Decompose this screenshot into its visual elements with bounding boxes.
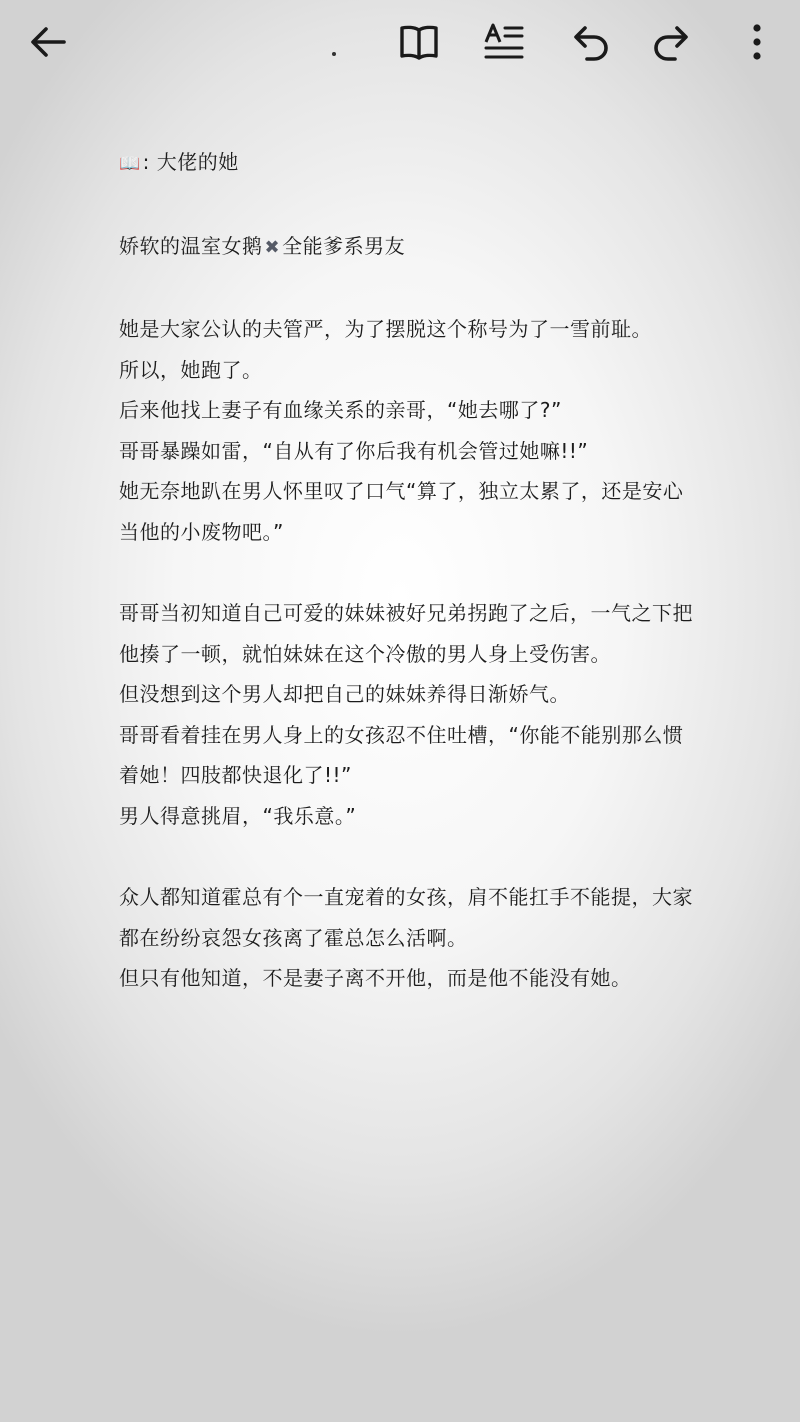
paragraph-line: 都在纷纷哀怨女孩离了霍总怎么活啊。 bbox=[119, 925, 468, 950]
more-options-button[interactable] bbox=[729, 14, 785, 70]
subtitle-left: 娇软的温室女鹅 bbox=[119, 233, 263, 258]
paragraph-line: 她无奈地趴在男人怀里叹了口气“算了，独立太累了，还是安心 bbox=[119, 479, 684, 503]
paragraph-spacer bbox=[119, 552, 719, 593]
paragraph-line: 哥哥当初知道自己可爱的妹妹被好兄弟拐跑了之后，一气之下把 bbox=[119, 601, 693, 625]
open-book-icon bbox=[397, 20, 441, 64]
paragraph-spacer bbox=[119, 836, 719, 877]
undo-icon bbox=[567, 20, 611, 64]
reading-mode-button[interactable] bbox=[391, 14, 447, 70]
paragraph-line: 哥哥暴躁如雷，“自从有了你后我有机会管过她嘛!!” bbox=[119, 438, 589, 463]
undo-button[interactable] bbox=[561, 14, 617, 70]
open-book-emoji-icon: 📖 bbox=[119, 154, 141, 174]
subtitle-right: 全能爹系男友 bbox=[282, 233, 406, 258]
paragraph-spacer bbox=[119, 185, 719, 226]
paragraph-line: 男人得意挑眉，“我乐意。” bbox=[119, 803, 357, 828]
more-vertical-icon bbox=[735, 20, 779, 64]
paragraph-line: 着她！四肢都快退化了!!” bbox=[119, 763, 352, 787]
redo-button[interactable] bbox=[645, 14, 701, 70]
paragraph-line: 后来他找上妻子有血缘关系的亲哥，“她去哪了?” bbox=[119, 398, 562, 422]
paragraph-line: 但没想到这个男人却把自己的妹妹养得日渐娇气。 bbox=[119, 682, 570, 706]
paragraph-line: 她是大家公认的夫管严，为了摆脱这个称号为了一雪前耻。 bbox=[119, 317, 652, 341]
paragraph-line: 哥哥看着挂在男人身上的女孩忍不住吐槽，“你能不能别那么惯 bbox=[119, 722, 684, 747]
paragraph-line: 所以，她跑了。 bbox=[119, 357, 263, 382]
text-format-icon bbox=[482, 20, 526, 64]
text-format-button[interactable] bbox=[476, 14, 532, 70]
cursor-dot bbox=[332, 52, 336, 56]
note-body[interactable] bbox=[119, 142, 719, 999]
arrow-left-icon bbox=[26, 20, 70, 64]
paragraph-spacer bbox=[119, 268, 719, 309]
heavy-x-icon: ✖ bbox=[264, 236, 281, 258]
editor-toolbar bbox=[0, 0, 800, 90]
paragraph-line: 众人都知道霍总有个一直宠着的女孩，肩不能扛手不能提，大家 bbox=[119, 885, 693, 909]
paragraph-line: 但只有他知道，不是妻子离不开他，而是他不能没有她。 bbox=[119, 966, 632, 990]
redo-icon bbox=[651, 20, 695, 64]
note-subtitle-line bbox=[119, 226, 719, 269]
paragraph-line: 当他的小废物吧。” bbox=[119, 519, 284, 544]
paragraph-line: 他揍了一顿，就怕妹妹在这个冷傲的男人身上受伤害。 bbox=[119, 641, 611, 666]
back-button[interactable] bbox=[20, 14, 76, 70]
note-title-line bbox=[119, 142, 719, 185]
note-title: : 大佬的她 bbox=[142, 150, 239, 174]
